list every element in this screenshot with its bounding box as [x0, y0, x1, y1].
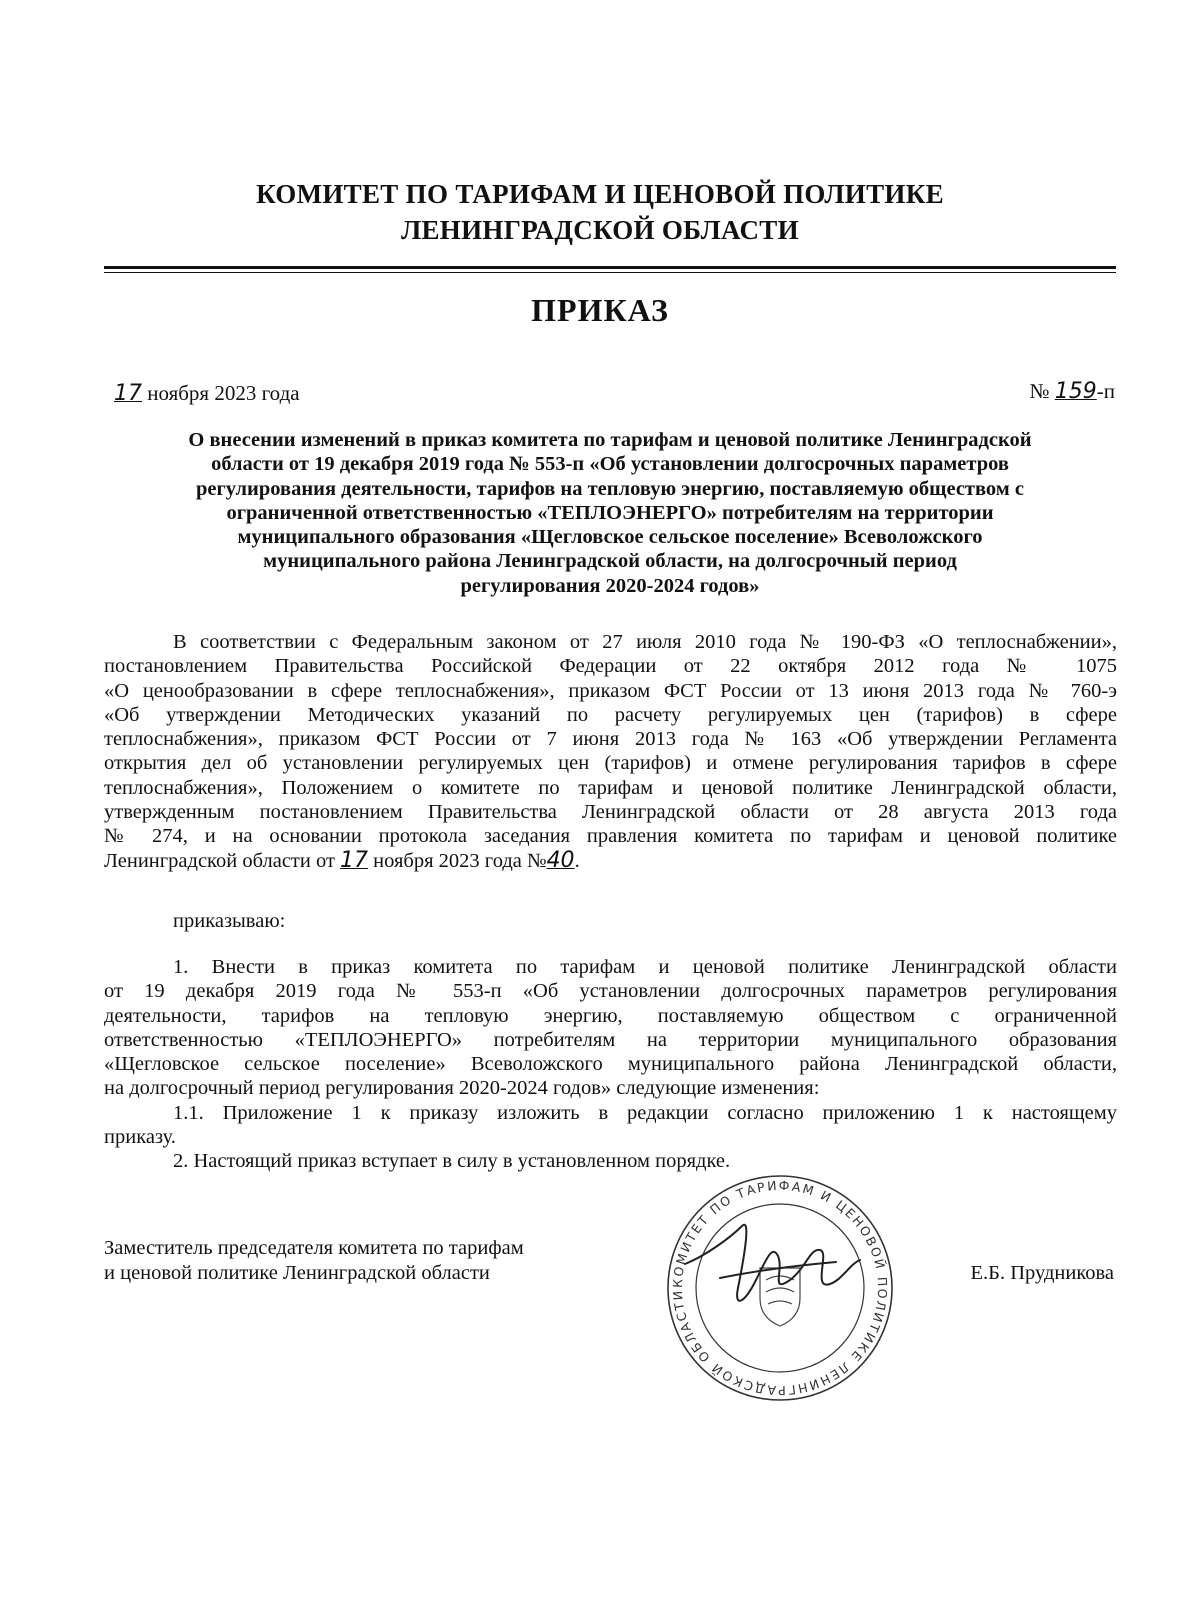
org-title-line2: ЛЕНИНГРАДСКОЙ ОБЛАСТИ	[401, 215, 799, 245]
item11-line: 1.1. Приложение 1 к приказу изложить в редакции согласно приложению 1 к настоящему	[173, 1101, 1117, 1124]
basis-line: № 274, и на основании протокола заседания правления комитета по тарифам и ценовой политике	[104, 825, 1117, 848]
order-word: приказываю:	[173, 910, 286, 932]
number-value: 159	[1054, 379, 1097, 404]
item1-line: деятельности, тарифов на тепловую энергию, поставляемую обществом с ограниченной	[104, 1004, 1117, 1027]
number-suffix: -п	[1096, 379, 1115, 403]
basis-last-text: ноября 2023 года №	[368, 849, 547, 872]
item1-line: на долгосрочный период регулирования 2020-2024 годов» следующие изменения:	[104, 1077, 820, 1100]
document-date	[114, 380, 300, 407]
item1-line: 1. Внести в приказ комитета по тарифам и ценовой политике Ленинградской области	[173, 956, 1117, 978]
basis-line: В соответствии с Федеральным законом от 27 июля 2010 года № 190-ФЗ «О теплоснабжении»,	[173, 631, 1117, 653]
protocol-number: 40	[546, 847, 575, 873]
basis-line: «Об утверждении Методических указаний по расчету регулируемых цен (тарифов) в сфере	[104, 703, 1117, 726]
header-rule-thick	[104, 266, 1116, 269]
item1-line: от 19 декабря 2019 года № 553-п «Об установлении долгосрочных параметров регулирования	[104, 980, 1117, 1003]
subject-line: регулирования деятельности, тарифов на тепловую энергию, поставляемую обществом с	[196, 477, 1024, 500]
position-line: Заместитель председателя комитета по тарифам	[104, 1237, 524, 1259]
position-line: и ценовой политике Ленинградской области	[104, 1262, 490, 1284]
subject-line: муниципального образования «Щегловское сельское поселение» Всеволожского	[237, 526, 983, 549]
item2-line: 2. Настоящий приказ вступает в силу в установленном порядке.	[173, 1150, 731, 1173]
item11-line: приказу.	[104, 1126, 176, 1149]
subject-line: ограниченной ответственностью «ТЕПЛОЭНЕРГО» потребителям на территории	[226, 501, 994, 524]
basis-line: постановлением Правительства Российской Федерации от 22 октября 2012 года № 1075	[104, 655, 1117, 678]
date-day: 17	[114, 381, 142, 406]
item1-line: «Щегловское сельское поселение» Всеволожского муниципального района Ленинградской области,	[104, 1053, 1117, 1076]
order-items	[104, 955, 1117, 1174]
basis-last-text: Ленинградской области от	[104, 849, 341, 872]
number-prefix: №	[1029, 379, 1055, 403]
stamp-text: КОМИТЕТ ПО ТАРИФАМ И ЦЕНОВОЙ ПОЛИТИКЕ ЛЕНИНГРАДСКОЙ ОБЛАСТИ	[669, 1177, 891, 1399]
subject-line: регулирования 2020-2024 годов»	[460, 574, 760, 597]
official-stamp	[660, 1168, 900, 1408]
signatory-name: Е.Б. Прудникова	[970, 1262, 1114, 1284]
document-number	[1029, 378, 1115, 405]
document-type: ПРИКАЗ	[531, 292, 669, 328]
basis-line-last	[104, 849, 1117, 873]
basis-line: теплоснабжения», приказом ФСТ России от 7 июня 2013 года № 163 «Об утверждении Регламента	[104, 728, 1117, 751]
subject-line: области от 19 декабря 2019 года № 553-п «Об установлении долгосрочных параметров	[211, 453, 1009, 476]
header-rule-thin	[104, 272, 1116, 273]
date-month-year: ноября 2023 года	[142, 381, 300, 405]
basis-line: «О ценообразовании в сфере теплоснабжения», приказом ФСТ России от 13 июня 2013 года № 760-э	[104, 679, 1117, 702]
subject-line: муниципального района Ленинградской области, на долгосрочный период	[263, 550, 957, 573]
basis-line: теплоснабжения», Положением о комитете по тарифам и ценовой политике Ленинградской области,	[104, 776, 1117, 799]
item1-line: ответственностью «ТЕПЛОЭНЕРГО» потребителям на территории муниципального образования	[104, 1028, 1117, 1051]
subject-line: О внесении изменений в приказ комитета по тарифам и ценовой политике Ленинградской	[188, 429, 1032, 451]
document-subject	[130, 428, 1090, 598]
basis-line: утвержденным постановлением Правительства Ленинградской области от 28 августа 2013 года	[104, 801, 1117, 824]
basis-line: открытия дел об установлении регулируемых цен (тарифов) и отмене регулирования тарифов в сфере	[104, 752, 1117, 775]
legal-basis-paragraph	[104, 630, 1117, 873]
signatory-position	[104, 1236, 524, 1286]
protocol-date-day: 17	[340, 847, 369, 873]
basis-last-text: .	[574, 849, 580, 872]
org-title-line1: КОМИТЕТ ПО ТАРИФАМ И ЦЕНОВОЙ ПОЛИТИКЕ	[256, 179, 944, 209]
